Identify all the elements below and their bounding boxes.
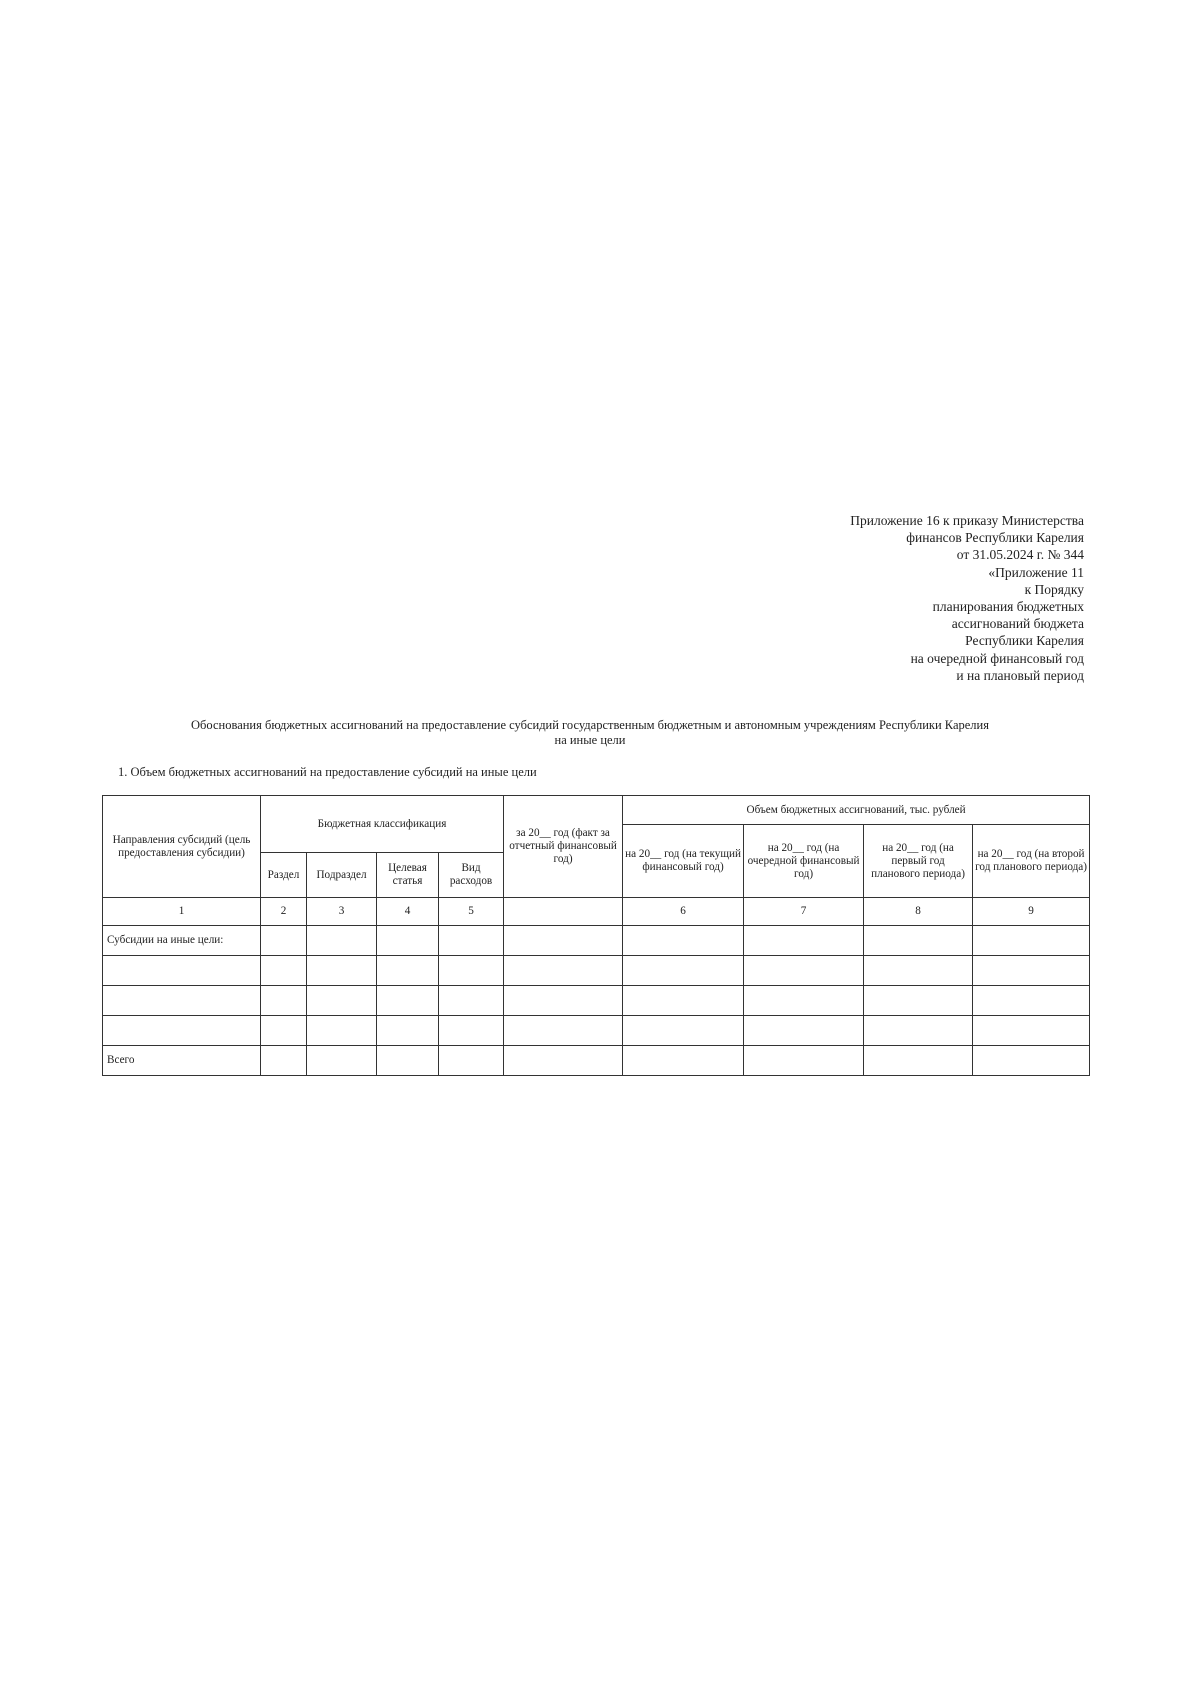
table-cell bbox=[439, 1046, 504, 1076]
annex-line: планирования бюджетных bbox=[932, 599, 1084, 615]
column-number: 3 bbox=[307, 898, 377, 926]
table-cell bbox=[623, 956, 744, 986]
table-cell bbox=[439, 986, 504, 1016]
table-row bbox=[103, 1046, 1090, 1076]
annex-line: финансов Республики Карелия bbox=[906, 530, 1084, 546]
table-cell bbox=[307, 1046, 377, 1076]
table-cell bbox=[744, 1016, 864, 1046]
annex-line: и на плановый период bbox=[956, 667, 1084, 683]
table-cell bbox=[864, 986, 973, 1016]
header-direction: Направления субсидий (цель предоставления субсидии) bbox=[103, 796, 261, 898]
header-budget-classification: Бюджетная классификация bbox=[261, 796, 504, 853]
table-cell bbox=[744, 986, 864, 1016]
header-plan-year-2: на 20__ год (на второй год планового периода) bbox=[973, 825, 1090, 898]
subsidies-table bbox=[102, 795, 1090, 1076]
column-number: 6 bbox=[623, 898, 744, 926]
table-cell bbox=[307, 926, 377, 956]
document-title-line2: на иные цели bbox=[554, 733, 626, 747]
column-number bbox=[504, 898, 623, 926]
annex-line: Приложение 16 к приказу Министерства bbox=[850, 513, 1084, 528]
header-target-article: Целевая статья bbox=[377, 853, 439, 898]
table-cell bbox=[864, 1016, 973, 1046]
table-cell bbox=[623, 1016, 744, 1046]
table-cell bbox=[261, 956, 307, 986]
table-cell bbox=[439, 956, 504, 986]
table-cell bbox=[439, 1016, 504, 1046]
table-cell bbox=[377, 986, 439, 1016]
table-cell bbox=[973, 1046, 1090, 1076]
table-cell bbox=[439, 926, 504, 956]
table-row bbox=[103, 1016, 1090, 1046]
table-cell bbox=[744, 1046, 864, 1076]
table-cell bbox=[623, 926, 744, 956]
header-expense-type: Вид расходов bbox=[439, 853, 504, 898]
table-cell bbox=[973, 986, 1090, 1016]
table-cell bbox=[504, 1016, 623, 1046]
document-title bbox=[120, 718, 1060, 748]
header-report-year: за 20__ год (факт за отчетный финансовый год) bbox=[504, 796, 623, 898]
table-cell bbox=[504, 956, 623, 986]
row-label bbox=[103, 986, 261, 1016]
annex-line: ассигнований бюджета bbox=[951, 616, 1084, 632]
table-cell bbox=[864, 1046, 973, 1076]
table-cell bbox=[623, 1046, 744, 1076]
table-cell bbox=[307, 986, 377, 1016]
header-next-year: на 20__ год (на очередной финансовый год) bbox=[744, 825, 864, 898]
table-row bbox=[103, 986, 1090, 1016]
table-cell bbox=[307, 956, 377, 986]
table-row bbox=[103, 926, 1090, 956]
column-number: 8 bbox=[864, 898, 973, 926]
table-cell bbox=[623, 986, 744, 1016]
column-number: 5 bbox=[439, 898, 504, 926]
row-label: Субсидии на иные цели: bbox=[103, 926, 261, 956]
table-cell bbox=[973, 956, 1090, 986]
table-cell bbox=[307, 1016, 377, 1046]
document-title-line1: Обоснования бюджетных ассигнований на предоставление субсидий государственным бюджетным и автономным учреждениям Республики Карелия bbox=[191, 718, 989, 732]
section-heading: 1. Объем бюджетных ассигнований на предоставление субсидий на иные цели bbox=[118, 765, 537, 779]
header-volume: Объем бюджетных ассигнований, тыс. рублей bbox=[623, 796, 1090, 825]
table-cell bbox=[864, 956, 973, 986]
table-cell bbox=[261, 1046, 307, 1076]
annex-line: «Приложение 11 bbox=[988, 564, 1084, 580]
annex-line: к Порядку bbox=[1024, 581, 1084, 597]
annex-line: Республики Карелия bbox=[965, 633, 1084, 649]
table-cell bbox=[504, 926, 623, 956]
table-cell bbox=[504, 1046, 623, 1076]
annex-line: от 31.05.2024 г. № 344 bbox=[956, 547, 1084, 563]
table-cell bbox=[377, 1046, 439, 1076]
table-cell bbox=[744, 926, 864, 956]
column-number: 7 bbox=[744, 898, 864, 926]
table-cell bbox=[744, 956, 864, 986]
table-cell bbox=[973, 926, 1090, 956]
annex-block bbox=[850, 512, 1084, 684]
header-plan-year-1: на 20__ год (на первый год планового периода) bbox=[864, 825, 973, 898]
row-label bbox=[103, 956, 261, 986]
table-cell bbox=[504, 986, 623, 1016]
row-label bbox=[103, 1016, 261, 1046]
table-cell bbox=[261, 1016, 307, 1046]
header-subsection: Подраздел bbox=[307, 853, 377, 898]
table-cell bbox=[377, 1016, 439, 1046]
header-row-top bbox=[103, 796, 1090, 825]
column-number-row bbox=[103, 898, 1090, 926]
table-cell bbox=[261, 986, 307, 1016]
header-current-year: на 20__ год (на текущий финансовый год) bbox=[623, 825, 744, 898]
annex-line: на очередной финансовый год bbox=[910, 650, 1084, 666]
column-number: 9 bbox=[973, 898, 1090, 926]
table-cell bbox=[261, 926, 307, 956]
table-cell bbox=[377, 926, 439, 956]
column-number: 1 bbox=[103, 898, 261, 926]
column-number: 4 bbox=[377, 898, 439, 926]
column-number: 2 bbox=[261, 898, 307, 926]
table-row bbox=[103, 956, 1090, 986]
table-cell bbox=[864, 926, 973, 956]
table-cell bbox=[377, 956, 439, 986]
header-section: Раздел bbox=[261, 853, 307, 898]
row-label: Всего bbox=[103, 1046, 261, 1076]
table-cell bbox=[973, 1016, 1090, 1046]
